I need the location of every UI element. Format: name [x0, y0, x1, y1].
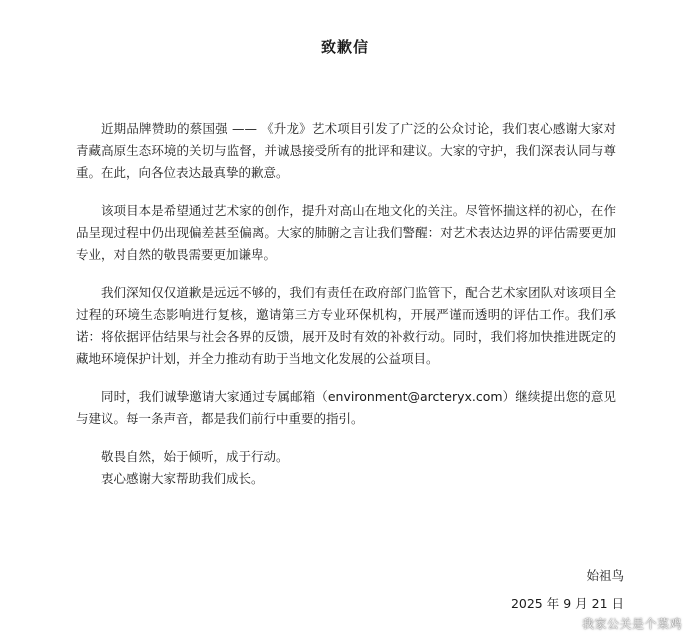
watermark-text: 我家公关是个菜鸡: [581, 617, 682, 631]
paragraph-4: 同时，我们诚挚邀请大家通过专属邮箱（environment@arcteryx.com）继续提出您的意见与建议。每一条声音，都是我们前行中重要的指引。: [76, 389, 616, 426]
signature-name: 始祖鸟: [586, 568, 624, 583]
paragraph-6: 衷心感谢大家帮助我们成长。: [101, 471, 264, 486]
signature-block: [511, 562, 624, 618]
paragraph-5: 敬畏自然，始于倾听，成于行动。: [101, 449, 289, 464]
signature-date: 2025 年 9 月 21 日: [510, 596, 624, 611]
letter-body: [76, 118, 616, 490]
paragraph-1: 近期品牌赞助的蔡国强 —— 《升龙》艺术项目引发了广泛的公众讨论，我们衷心感谢大家对青藏高原生态环境的关切与监督，并诚恳接受所有的批评和建议。大家的守护，我们深表认同与尊重。在此，向各位表达最真挚的歉意。: [76, 121, 616, 180]
paragraph-2: 该项目本是希望通过艺术家的创作，提升对高山在地文化的关注。尽管怀揣这样的初心，在作品呈现过程中仍出现偏差甚至偏离。大家的肺腑之言让我们警醒：对艺术表达边界的评估需要更加专业，对自然的敬畏需要更加谦卑。: [76, 203, 616, 262]
paragraph-3: 我们深知仅仅道歉是远远不够的，我们有责任在政府部门监管下，配合艺术家团队对该项目全过程的环境生态影响进行复核，邀请第三方专业环保机构，开展严谨而透明的评估工作。我们承诺：将依据评估结果与社会各界的反馈，展开及时有效的补救行动。同时，我们将加快推进既定的藏地环境保护计划，并全力推动有助于当地文化发展的公益项目。: [76, 285, 616, 366]
letter-title: 致歉信: [320, 38, 369, 56]
